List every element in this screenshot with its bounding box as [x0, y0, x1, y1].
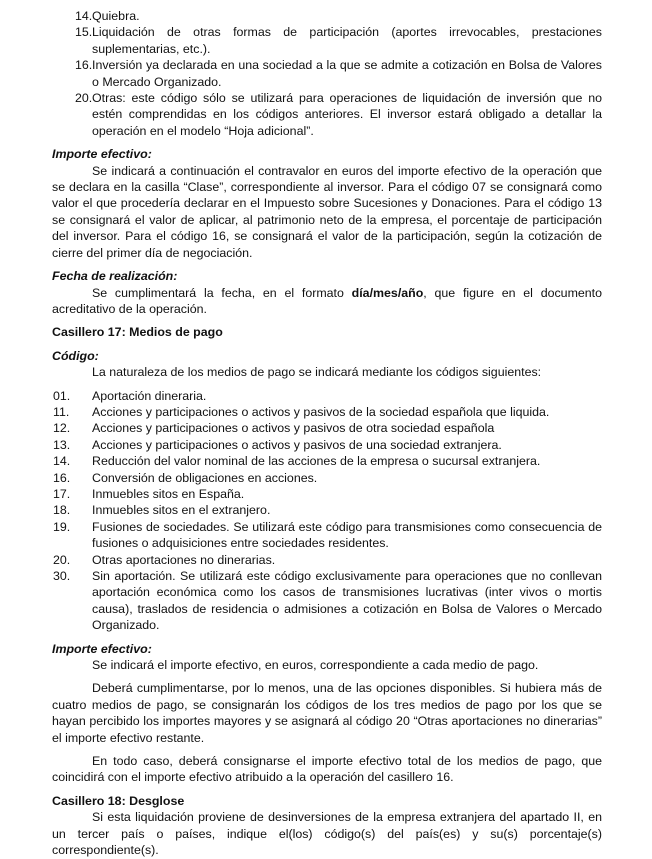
item-number: 30.	[53, 569, 71, 583]
item-number: 15.	[75, 25, 93, 40]
list-item	[52, 486, 602, 502]
fecha-realizacion-paragraph	[52, 285, 602, 318]
list-item	[52, 24, 602, 57]
fecha-realizacion-heading: Fecha de realización:	[52, 269, 178, 284]
item-number: 01.	[53, 388, 71, 403]
item-text: Inversión ya declarada en una sociedad a la que se admite a cotización en Bolsa de Valores o Mercado Organizado.	[92, 58, 602, 89]
item-text: Quiebra.	[92, 9, 140, 23]
list-item	[52, 453, 602, 469]
list-item	[52, 568, 602, 634]
fecha-format: día/mes/año	[351, 285, 424, 300]
list-item	[52, 420, 602, 436]
item-text: Otras aportaciones no dinerarias.	[92, 552, 276, 567]
item-text: Inmuebles sitos en España.	[92, 486, 245, 501]
importe-paragraph-1: Se indicará el importe efectivo, en euros, correspondiente a cada medio de pago.	[92, 658, 539, 673]
item-text: Sin aportación. Se utilizará este código exclusivamente para operaciones que no conllevan aportación económica como los casos de transmisiones lucrativas (inter vivos o mortis causa), traslados de residencia o admisiones a cotización en Bolsa de Valores o Mercado Organizado.	[92, 569, 602, 633]
item-text: Aportación dineraria.	[92, 388, 207, 403]
codigo-heading: Código:	[52, 348, 99, 363]
codigo-intro: La naturaleza de los medios de pago se indicará mediante los códigos siguientes:	[92, 365, 542, 380]
item-number: 19.	[53, 519, 71, 534]
importe-efectivo-paragraph: Se indicará a continuación el contravalor en euros del importe efectivo de la operación que se declara en la casilla “Clase”, correspondiente al inversor. Para el código 07 se consignará como valor el que procedería declarar en el Impuesto sobre Sucesiones y Donaciones. Para el código 13 se consignará el valor de aplicar, al patrimonio neto de la empresa, el porcentaje de participación del inversor. Para el código 16, se consignará el valor de la participación, según la cotización de cierre del primer día de negociación.	[52, 163, 602, 260]
list-item	[52, 8, 602, 24]
casillero-18-title: Casillero 18: Desglose	[52, 793, 185, 808]
item-number: 20.	[75, 91, 93, 106]
importe-efectivo-heading: Importe efectivo:	[52, 147, 152, 162]
item-text: Reducción del valor nominal de las acciones de la empresa o sucursal extranjera.	[92, 454, 541, 469]
item-text: Acciones y participaciones o activos y pasivos de una sociedad extranjera.	[92, 437, 502, 452]
importe-efectivo-heading-2: Importe efectivo:	[52, 641, 152, 656]
list-item	[52, 388, 602, 404]
item-text: Otras: este código sólo se utilizará para operaciones de liquidación de inversión que no estén comprendidas en los códigos anteriores. El inversor estará obligado a detallar la operación en el modelo “Hoja adicional”.	[92, 91, 602, 138]
document-page	[52, 8, 602, 859]
fecha-text-before: Se cumplimentará la fecha, en el formato	[92, 285, 352, 300]
desglose-paragraph: Si esta liquidación proviene de desinversiones de la empresa extranjera del apartado II, en un tercer país o países, indique el(los) código(s) del país(es) y su(s) porcentaje(s) correspondiente(s).	[52, 810, 602, 858]
list-item	[52, 90, 602, 139]
importe-paragraph-3: En todo caso, deberá consignarse el importe efectivo total de los medios de pago, que coincidirá con el importe efectivo atribuido a la operación del casillero 16.	[52, 754, 602, 785]
importe-paragraph-2: Deberá cumplimentarse, por lo menos, una de las opciones disponibles. Si hubiera más de cuatro medios de pago, se consignarán los códigos de los tres medios de pago por los que se hayan percibido los importes mayores y se asignará al código 20 “Otras aportaciones no dinerarias” el importe efectivo restante.	[52, 681, 602, 745]
item-number: 12.	[53, 421, 71, 436]
list-item	[52, 57, 602, 90]
list-item	[52, 470, 602, 486]
item-number: 17.	[53, 486, 71, 501]
item-number: 20.	[53, 552, 71, 567]
item-number: 14.	[75, 9, 93, 23]
item-number: 18.	[53, 503, 71, 518]
casillero-17-title: Casillero 17: Medios de pago	[52, 325, 223, 340]
list-item	[52, 519, 602, 552]
fecha-text-after: , que figure en el documento acreditativo de la operación.	[52, 285, 603, 316]
item-number: 14.	[53, 454, 71, 469]
item-text: Liquidación de otras formas de participación (aportes irrevocables, prestaciones suplementarias, etc.).	[92, 25, 602, 56]
list-item	[52, 404, 602, 420]
list-medios-pago	[52, 388, 602, 634]
list-item	[52, 502, 602, 518]
item-text: Inmuebles sitos en el extranjero.	[92, 503, 271, 518]
list-item	[52, 552, 602, 568]
item-number: 13.	[53, 437, 71, 452]
item-text: Acciones y participaciones o activos y pasivos de la sociedad española que liquida.	[92, 404, 550, 419]
item-text: Conversión de obligaciones en acciones.	[92, 470, 318, 485]
item-number: 16.	[75, 58, 93, 73]
list-codigos-liquidacion	[52, 8, 602, 139]
item-number: 11.	[53, 404, 70, 419]
item-number: 16.	[53, 470, 71, 485]
item-text: Acciones y participaciones o activos y pasivos de otra sociedad española	[92, 421, 495, 436]
list-item	[52, 437, 602, 453]
item-text: Fusiones de sociedades. Se utilizará este código para transmisiones como consecuencia de fusiones o adquisiciones entre sociedades residentes.	[92, 519, 602, 551]
